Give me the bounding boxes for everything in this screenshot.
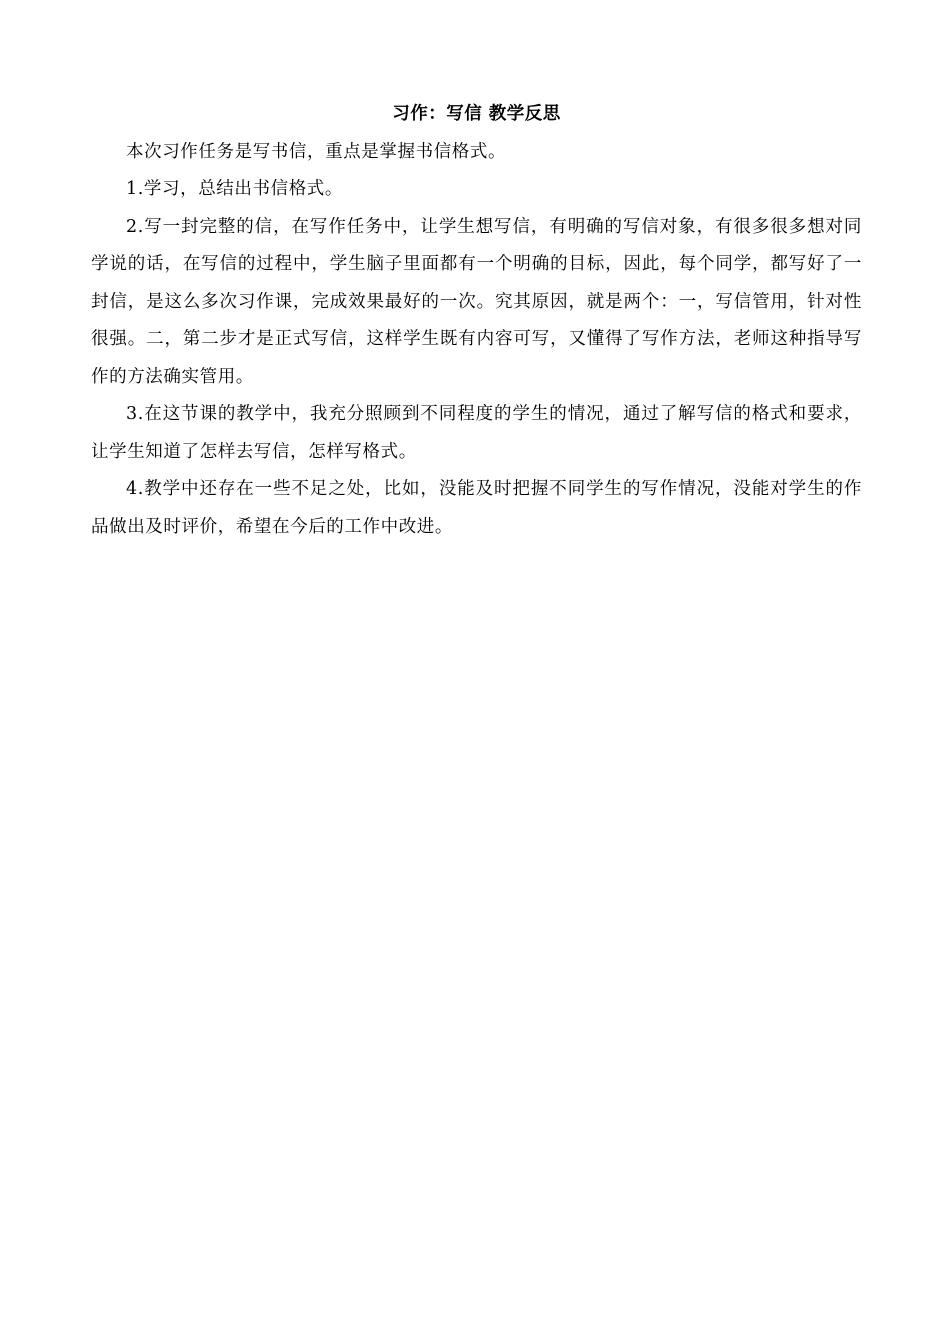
paragraph-point-4: 4.教学中还存在一些不足之处，比如，没能及时把握不同学生的写作情况，没能对学生的作品做出及时评价，希望在今后的工作中改进。 bbox=[91, 479, 862, 537]
document-body bbox=[91, 96, 862, 546]
paragraph-point-1: 1.学习，总结出书信格式。 bbox=[126, 179, 343, 199]
document-title: 习作：写信 教学反思 bbox=[392, 104, 561, 124]
paragraph-point-2: 2.写一封完整的信，在写作任务中，让学生想写信，有明确的写信对象，有很多很多想对同学说的话，在写信的过程中，学生脑子里面都有一个明确的目标，因此，每个同学，都写好了一封信，是这么多次习作课，完成效果最好的一次。究其原因，就是两个：一，写信管用，针对性很强。二，第二步才是正式写信，这样学生既有内容可写，又懂得了写作方法，老师这种指导写作的方法确实管用。 bbox=[91, 216, 862, 387]
paragraph-intro: 本次习作任务是写书信，重点是掌握书信格式。 bbox=[126, 141, 507, 162]
paragraph-point-3: 3.在这节课的教学中，我充分照顾到不同程度的学生的情况，通过了解写信的格式和要求，让学生知道了怎样去写信，怎样写格式。 bbox=[91, 404, 862, 462]
